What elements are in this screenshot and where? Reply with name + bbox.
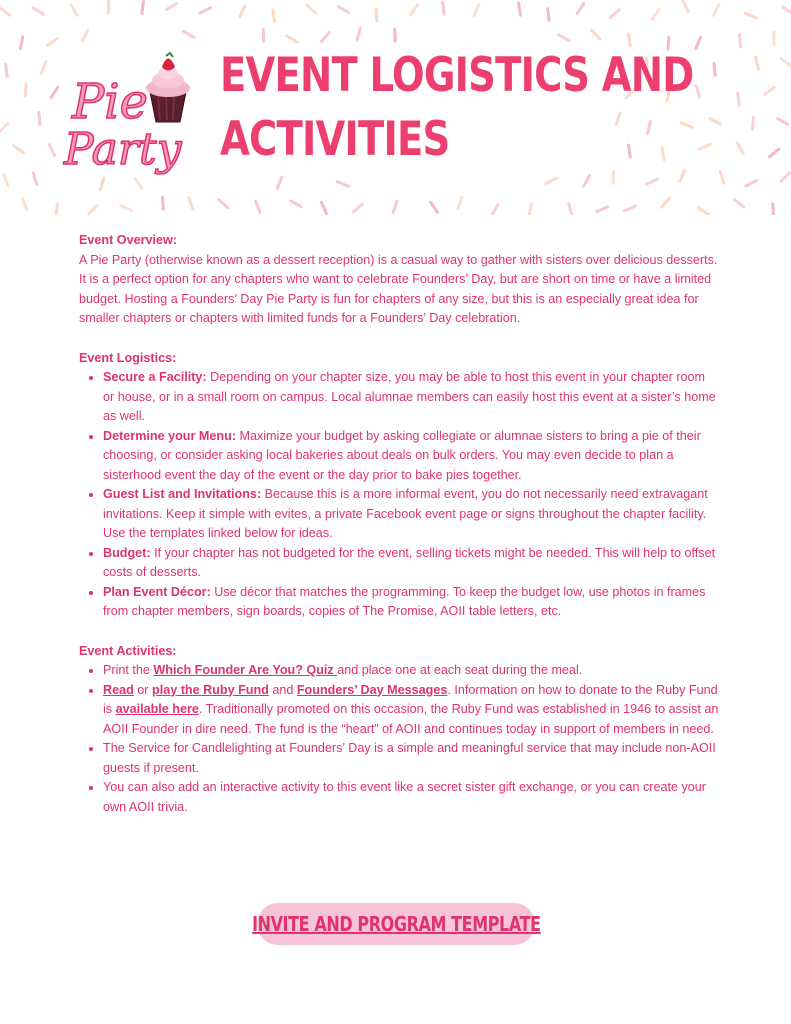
list-item [103,427,719,486]
sprinkle-shape [458,198,462,209]
logistics-heading: Event Logistics: [79,350,177,365]
sprinkle-shape [14,146,24,153]
activity-text: Print the [103,663,154,677]
sprinkle-shape [321,32,329,41]
available-here-link[interactable]: available here [115,702,199,716]
list-item-label: Guest List and Invitations: [103,487,262,501]
sprinkle-shape [273,10,275,22]
logo-text-party: Party [64,124,182,175]
sprinkle-shape [291,201,301,207]
sprinkle-shape [47,38,57,45]
sprinkle-shape [714,63,715,75]
sprinkle-shape [610,10,619,18]
sprinkle-shape [710,118,721,124]
list-item-label: Plan Event Décor: [103,584,211,599]
sprinkle-shape [33,8,43,14]
sprinkle-shape [696,37,701,48]
sprinkle-shape [745,13,756,17]
sprinkle-shape [51,87,58,97]
sprinkle-shape [662,198,670,207]
founders-day-messages-link[interactable]: Founders’ Day Messages [296,682,448,697]
sprinkle-shape [71,5,77,15]
read-link[interactable]: Read [103,682,134,697]
list-item-text: Because this is a more informal event, you do not necessarily need extravagant invitations. Keep it simple with evites, a private Facebook event page or signs throughout the chapter facility. Use the templates linked below for ideas. [103,487,708,540]
list-item-text: Maximize your budget by asking collegiate or alumnae sisters to bring a pie of their choosing, or consider asking local bakeries about deals on bulk orders. You may even decide to plan a sisterhood event the day of the event or the day prior to bake pies together. [103,428,701,482]
sprinkle-shape [696,86,700,97]
sprinkle-shape [240,6,245,17]
sprinkle-shape [376,9,377,21]
sprinkle-shape [756,57,759,69]
sprinkle-shape [584,175,590,185]
sprinkle-shape [431,202,438,212]
sprinkle-shape [474,5,479,16]
invite-template-button-label: INVITE AND PROGRAM TEMPLATE [251,912,541,936]
list-item [103,739,719,778]
sprinkle-shape [519,3,521,15]
page-title-line-2: ACTIVITIES [220,112,450,167]
list-item-label: Secure a Facility: [103,370,207,384]
sprinkle-shape [699,144,710,149]
sprinkle-shape [307,5,316,13]
sprinkle-shape [492,205,498,215]
sprinkle-shape [321,202,326,213]
sprinkle-shape [738,93,739,105]
sprinkle-shape [395,29,396,41]
activity-text: You can also add an interactive activity to this event like a secret sister gift exchange, or you can create your own AOII trivia. [103,780,706,814]
sprinkle-shape [781,59,790,66]
sprinkle-shape [739,35,740,47]
list-item-text: Use décor that matches the programming. To keep the budget low, use photos in frames from chapter members, sign boards, copies of The Promise, AOII table letters, etc. [103,584,706,618]
activity-text: or [133,682,152,697]
sprinkle-shape [597,207,608,212]
list-item [103,778,719,817]
sprinkle-shape [769,149,778,157]
activity-text: . Information on how to donate to the Ruby Fund is [103,682,718,716]
sprinkle-shape [720,172,723,184]
list-item [103,681,719,740]
sprinkle-shape [546,178,557,183]
sprinkle-shape [393,201,397,212]
content-body [79,231,719,817]
sprinkle-shape [778,118,788,124]
list-item [103,485,719,544]
sprinkle-shape [189,198,193,209]
sprinkle-shape [256,201,260,212]
sprinkle-shape [652,10,659,20]
activities-list [79,661,719,817]
sprinkle-shape [25,84,26,96]
sprinkle-shape [443,2,444,14]
page-title-line-1: EVENT LOGISTICS AND [220,48,694,103]
sprinkle-shape [548,8,549,20]
sprinkle-shape [559,35,569,41]
activity-text: and place one at each seat during the meal. [337,663,583,677]
sprinkle-shape [699,208,709,215]
sprinkle-shape [746,180,757,185]
activity-text: . Traditionally promoted on this occasion, the Ruby Fund was established in 1946 to assist an AOII Founder in dire need. The fund is the “heart” of AOII and continues today in support of members in need. [103,702,719,736]
invite-template-button[interactable] [251,903,541,945]
sprinkle-shape [773,204,774,215]
sprinkle-shape [337,182,348,186]
sprinkle-shape [39,113,40,125]
founder-quiz-link[interactable]: Which Founder Are You? Quiz [153,663,338,677]
sprinkle-shape [277,177,281,188]
sprinkle-shape [56,204,58,215]
sprinkle-shape [6,64,8,76]
sprinkle-shape [592,30,600,39]
page-title [220,44,693,172]
sprinkle-shape [753,117,754,129]
sprinkle-shape [529,203,531,215]
sprinkle-shape [184,31,194,37]
overview-heading: Event Overview: [79,233,177,247]
sprinkle-shape [219,200,228,208]
pie-party-logo [58,52,218,182]
sprinkle-shape [82,30,88,40]
activity-text: and [268,682,297,697]
sprinkle-shape [200,8,211,13]
overview-text: A Pie Party (otherwise known as a dessert reception) is a casual way to gather with sisters over delicious desserts. It is a perfect option for any chapters who want to celebrate Founders’ Day, but are short on time or have a limited budget. Hosting a Founders’ Day Pie Party is fun for chapters of any size, but this is an especially great idea for smaller chapters or chapters with limited funds for a Founders’ Day celebration. [79,252,718,325]
sprinkle-shape [287,36,297,42]
sprinkle-shape [42,62,46,73]
sprinkle-shape [162,197,163,209]
list-item [103,661,719,681]
sprinkle-shape [33,173,37,184]
sprinkle-shape [410,5,417,15]
header-banner [0,0,791,215]
sprinkle-shape [3,174,7,185]
cupcake-icon [146,53,190,122]
sprinkle-shape [357,28,361,39]
logistics-list [79,368,719,622]
sprinkle-shape [624,206,635,211]
list-item [103,583,719,622]
sprinkle-shape [89,205,98,213]
sprinkle-shape [781,173,790,181]
sprinkle-shape [714,5,719,16]
sprinkle-shape [765,87,775,94]
sprinkle-shape [167,4,177,10]
sprinkle-shape [737,143,743,154]
list-item-text: Depending on your chapter size, you may be able to host this event in your chapter room or house, or in a small room on campus. Local alumnae members can easily host this event at a sister’s home as well. [103,370,716,423]
list-item-label: Budget: [103,545,151,560]
sprinkle-shape [577,3,584,13]
sprinkle-shape [0,8,10,15]
sprinkle-shape [0,123,8,132]
sprinkle-shape [20,37,22,49]
sprinkle-shape [783,7,791,14]
list-item-text: If your chapter has not budgeted for the event, selling tickets might be needed. This will help to offset costs of desserts. [103,545,716,579]
sprinkle-shape [646,179,657,184]
sprinkle-shape [683,1,688,12]
list-item [103,368,719,427]
sprinkle-shape [569,203,572,215]
sprinkle-shape [121,205,132,210]
activity-text: The Service for Candlelighting at Founders’ Day is a simple and meaningful service that may include non-AOII guests if present. [103,741,716,775]
list-item-label: Determine your Menu: [103,428,236,443]
sprinkle-shape [22,199,26,210]
list-item [103,544,719,583]
sprinkle-shape [338,6,348,12]
play-ruby-fund-link[interactable]: play the Ruby Fund [152,682,269,697]
activities-heading: Event Activities: [79,643,177,658]
sprinkle-shape [142,2,144,14]
sprinkle-shape [49,145,54,156]
sprinkle-shape [734,200,744,207]
logo-text-pie: Pie [72,74,149,130]
sprinkle-shape [353,204,362,212]
